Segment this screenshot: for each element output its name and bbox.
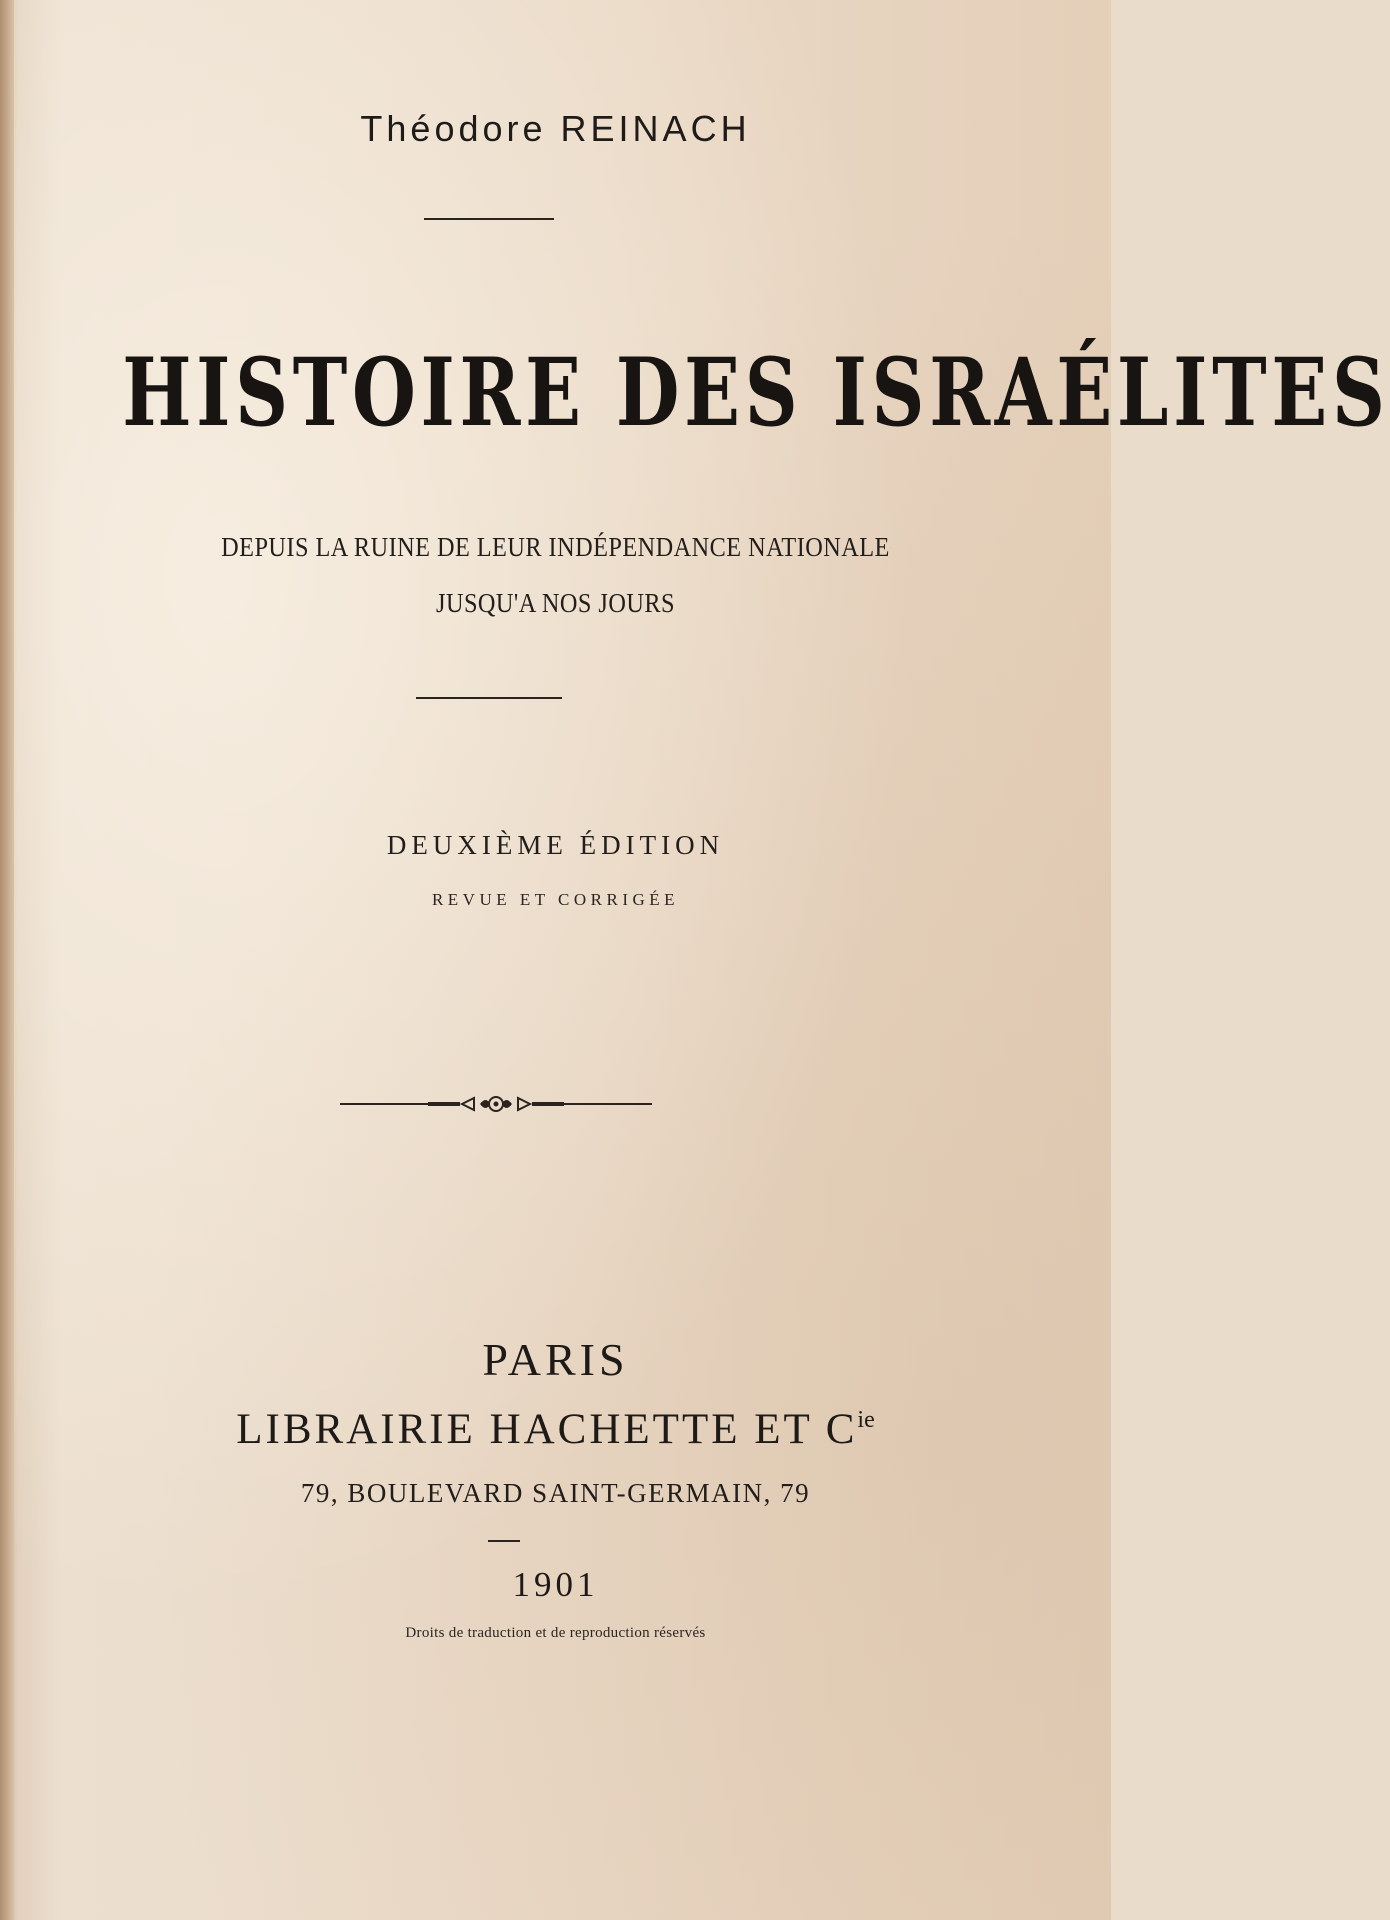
publisher-name: LIBRAIRIE HACHETTE ET C bbox=[236, 1406, 858, 1453]
book-title: HISTOIRE DES ISRAÉLITES bbox=[122, 338, 1390, 448]
rights-notice: Droits de traduction et de reproduction réservés bbox=[405, 1625, 706, 1641]
fleuron-ornament-icon bbox=[340, 1090, 652, 1118]
publication-city: PARIS bbox=[482, 1334, 629, 1385]
subtitle-line-1: DEPUIS LA RUINE DE LEUR INDÉPENDANCE NATIONALE bbox=[221, 532, 890, 562]
divider-rule-middle bbox=[416, 697, 562, 699]
author-last-name: REINACH bbox=[560, 108, 751, 149]
publisher-address: 79, BOULEVARD SAINT-GERMAIN, 79 bbox=[300, 1478, 811, 1508]
edition-note: REVUE ET CORRIGÉE bbox=[431, 890, 680, 909]
publisher-line bbox=[0, 1405, 1111, 1454]
subtitle-line-2: JUSQU'A NOS JOURS bbox=[436, 588, 675, 618]
author-first-name: Théodore bbox=[360, 108, 547, 149]
author-line bbox=[0, 108, 1111, 150]
divider-rule-short bbox=[488, 1540, 520, 1542]
divider-rule-top bbox=[424, 218, 554, 220]
publisher-suffix: ie bbox=[857, 1407, 875, 1433]
publication-year: 1901 bbox=[512, 1565, 599, 1604]
edition-label: DEUXIÈME ÉDITION bbox=[386, 830, 725, 860]
